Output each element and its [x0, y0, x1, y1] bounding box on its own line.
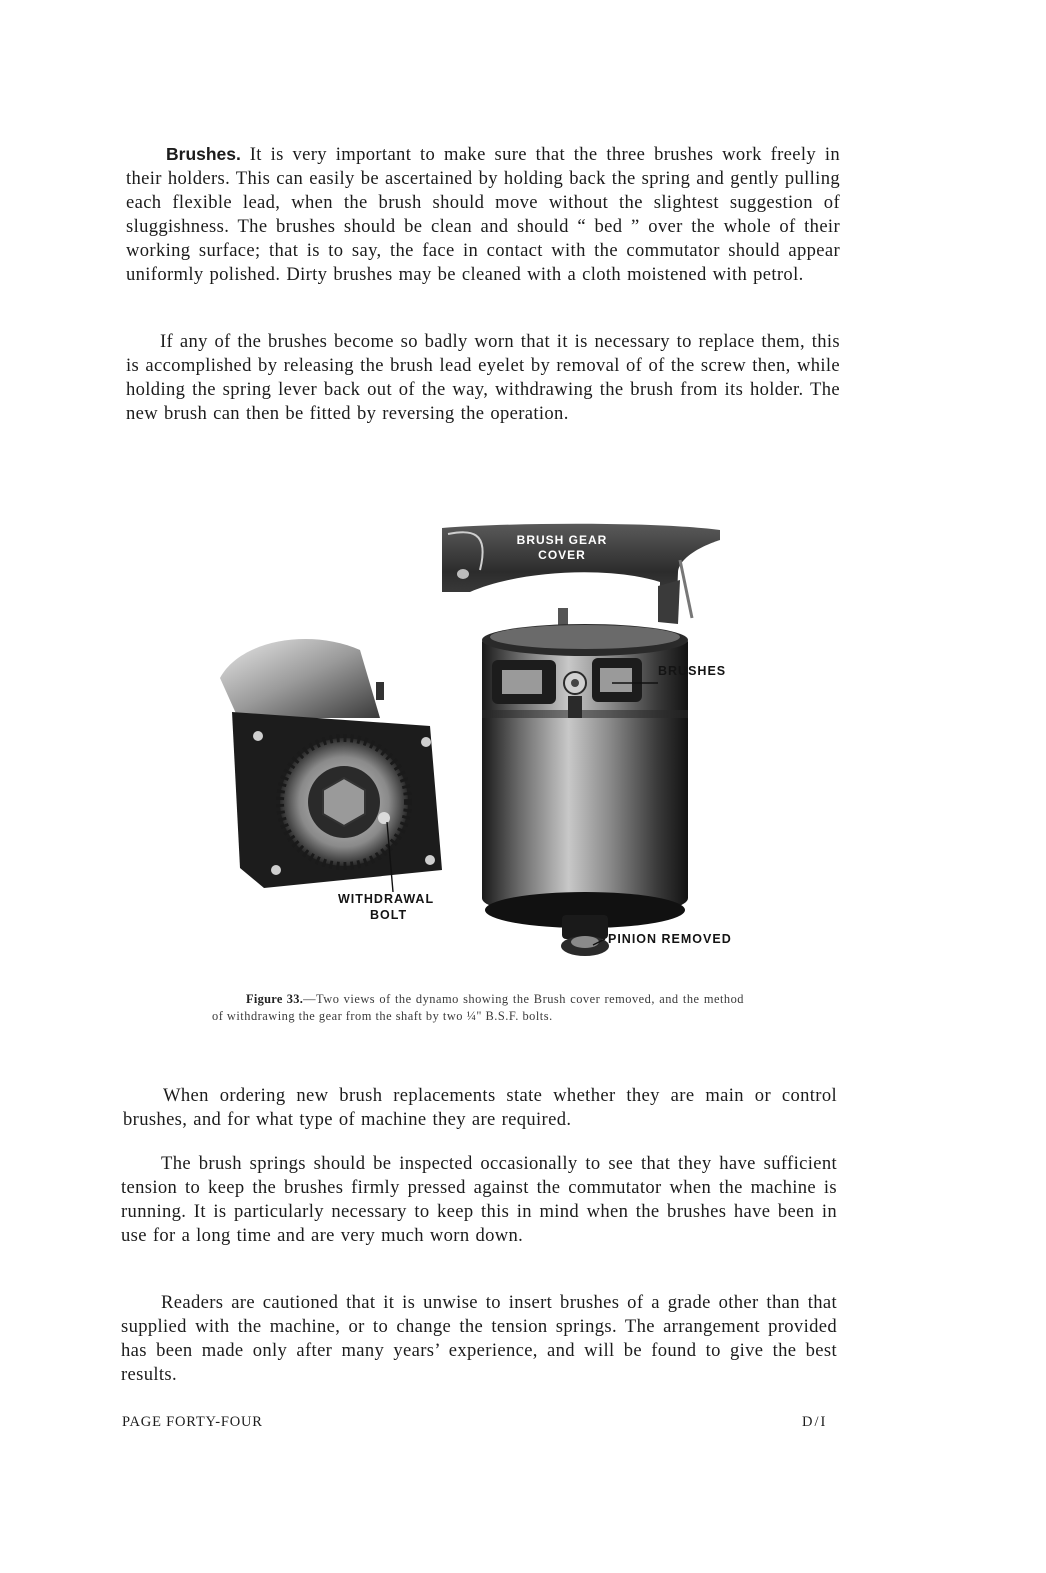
figure-number: Figure 33. [246, 992, 304, 1006]
dynamo-photo [180, 500, 780, 970]
paragraph-brushes-text: It is very important to make sure that the three brushes work freely in their holders. This can easily be ascertained by holding back the spring and gently pulling each flexible lead, when the brush should move without the slightest suggestion of sluggishness. The brushes should be clean and should “ bed ” over the whole of their working surface; that is to say, the face in contact with the commutator should appear uniformly polished. Dirty brushes may be cleaned with a cloth moistened with petrol. [126, 144, 841, 285]
page-number: PAGE FORTY-FOUR [122, 1414, 263, 1430]
label-withdrawal-bolt-line1: WITHDRAWAL [338, 892, 435, 906]
label-withdrawal-bolt-line2: BOLT [370, 908, 408, 922]
label-brush-gear-cover [502, 533, 622, 563]
label-brushes: BRUSHES [658, 664, 727, 678]
paragraph-replacing-brushes: If any of the brushes become so badly worn that it is necessary to replace them, this is accomplished by releasing the brush lead eyelet by removal of of the screw then, while holding the spring lever back out of the way, withdrawing the brush from its holder. The new brush can then be fitted by reversing the operation. [126, 331, 840, 424]
label-pinion-removed: PINION REMOVED [608, 932, 732, 946]
dynamo-left-view [220, 639, 442, 888]
figure-caption [212, 991, 744, 1024]
figure-dynamo-photo [180, 500, 780, 970]
label-brush-gear-cover-line1: BRUSH GEAR [516, 533, 608, 547]
dynamo-right-view [482, 608, 688, 956]
paragraph-caution: Readers are cautioned that it is unwise to insert brushes of a grade other than that supplied with the machine, or to change the tension springs. The arrangement provided has been made only after many years’ experience, and will be found to give the best results. [121, 1292, 837, 1385]
figure-caption-text: —Two views of the dynamo showing the Brush cover removed, and the method of withdrawing the gear from the shaft by two ¼" B.S.F. bolts. [212, 992, 744, 1023]
paragraph-springs: The brush springs should be inspected occasionally to see that they have sufficient tension to keep the brushes firmly pressed against the commutator when the machine is running. It is particularly necessary to keep this in mind when the brushes have been in use for a long time and are very much worn down. [121, 1153, 837, 1246]
section-code: D/I [802, 1414, 828, 1430]
paragraph-brushes [126, 142, 840, 287]
label-brush-gear-cover-line2: COVER [538, 548, 586, 562]
brushes-heading: Brushes. [166, 144, 241, 164]
paragraph-ordering: When ordering new brush replacements state whether they are main or control brushes, and for what type of machine they are required. [123, 1085, 837, 1130]
